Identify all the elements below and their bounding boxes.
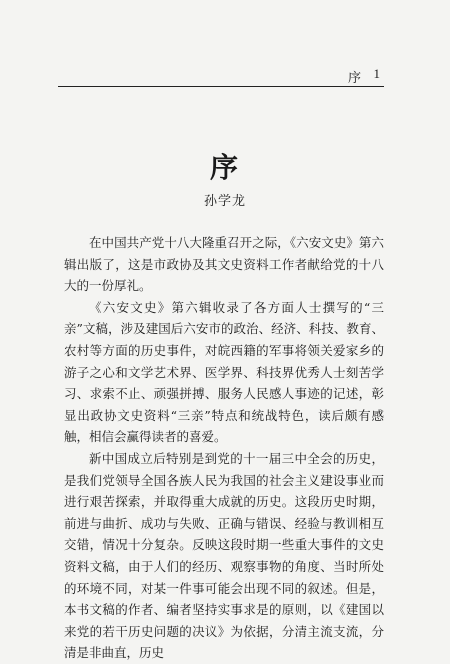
author-name: 孙学龙: [203, 194, 246, 209]
running-header-label: 序: [347, 71, 362, 86]
paragraph: 《六安文史》第六辑收录了各方面人士撰写的“三亲”文稿，涉及建国后六安市的政治、经济、科技、教育、农村等方面的历史事件，对皖西籍的军事将领关爱家乡的游子之心和文学艺术界、医学界、科技界优秀人士刻苦学习、求索不止、顽强拼搏、服务人民感人事迹的记述，彰显出政协文史资料“三亲”特点和统战特色，读后颇有感触，相信会赢得读者的喜爱。: [64, 299, 384, 445]
running-header: [58, 66, 384, 87]
paragraph: 在中国共产党十八大隆重召开之际，《六安文史》第六辑出版了，这是市政协及其文史资料工作者献给党的十八大的一份厚礼。: [64, 235, 384, 294]
chapter-title: 序: [209, 151, 240, 184]
paragraph: 新中国成立后特别是到党的十一届三中全会的历史，是我们党领导全国各族人民为我国的社会主义建设事业而进行艰苦探索，并取得重大成就的历史。这段历史时期，前进与曲折、成功与失败、正确与错误、经验与教训相互交错，情况十分复杂。反映这段时期一些重大事件的文史资料文稿，由于人们的经历、观察事物的角度、当时所处的环境不同，对某一件事可能会出现不同的叙述。但是，本书文稿的作者、编者坚持实事求是的原则，以《建国以来党的若干历史问题的决议》为依据，分清主流支流，分清是非曲直，历史: [64, 450, 384, 661]
page-number: 1: [373, 66, 380, 81]
body-text: [64, 232, 384, 664]
